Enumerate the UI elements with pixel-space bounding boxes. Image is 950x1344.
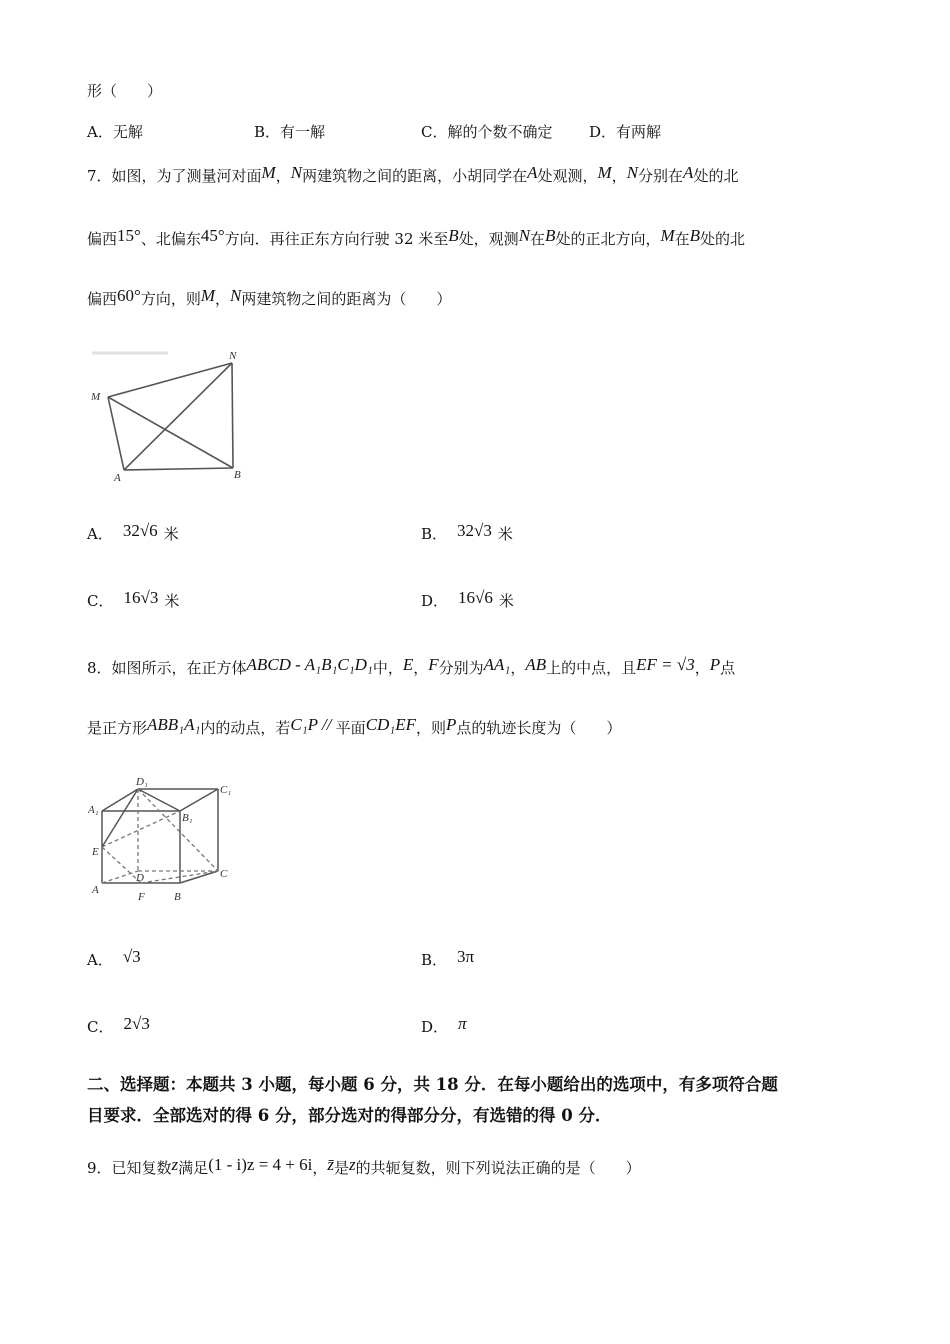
q7-figure — [88, 345, 260, 485]
label-a: A — [114, 472, 121, 484]
q8-option-d: D． π — [421, 1014, 467, 1036]
segment-ed1 — [102, 789, 138, 847]
segment-nb — [232, 363, 233, 468]
q7-line-3: 偏西60°方向，则M，N两建筑物之间的距离为（ ） — [87, 286, 452, 308]
q7-option-b: B． 32√3 米 — [421, 521, 513, 543]
label-a1: A₁ — [88, 804, 99, 816]
q7-option-c: C． 16√3 米 — [87, 588, 180, 610]
label-c1: C₁ — [220, 784, 232, 796]
section-2-heading-line-2: 目要求．全部选对的得 6 分，部分选对的得部分分，有选错的得 0 分． — [87, 1106, 612, 1125]
label-a: A — [92, 884, 99, 896]
q6-continuation: 形（ ） — [87, 82, 163, 100]
edge-bc — [180, 871, 218, 883]
label-n: N — [229, 350, 237, 362]
q9-line-1: 9．已知复数z满足(1 - i)z = 4 + 6i，z̄是z的共轭复数，则下列说法正确的是（ ） — [87, 1155, 641, 1177]
q7-line-2: 偏西15°、北偏东45°方向．再往正东方向行驶 32 米至B处，观测N在B处的正北方向，M在B处的北 — [87, 226, 746, 248]
q8-option-c: C． 2√3 — [87, 1014, 150, 1036]
segment-mn — [108, 363, 232, 397]
q8-line-1: 8．如图所示，在正方体ABCD - A₁B₁C₁D₁中，E，F分别为AA₁，AB上的中点，且EF = √3，P点 — [87, 655, 736, 677]
segment-d1b1 — [138, 789, 180, 811]
label-c: C — [220, 868, 228, 880]
label-d: D — [136, 872, 144, 884]
segment-d1c-hidden — [138, 789, 218, 871]
label-f: F — [138, 891, 145, 903]
edge-a1d1 — [102, 789, 138, 811]
label-b1: B₁ — [182, 812, 193, 824]
q8-line-2: 是正方形ABB₁A₁内的动点，若C₁P // 平面CD₁EF，则P点的轨迹长度为（ ） — [87, 715, 622, 737]
segment-ma — [108, 397, 124, 470]
edge-ad-hidden — [102, 871, 138, 883]
q8-cube-figure — [88, 775, 238, 907]
q7-line-1: 7．如图，为了测量河对面M，N两建筑物之间的距离，小胡同学在A处观测，M，N分别在A处的北 — [87, 163, 739, 185]
q7-option-d: D． 16√6 米 — [421, 588, 514, 610]
q7-option-a: A． 32√6 米 — [87, 521, 179, 543]
q6-option-d: D．有两解 — [589, 123, 662, 141]
label-b: B — [234, 469, 241, 481]
segment-ab — [124, 468, 233, 470]
label-d1: D₁ — [136, 776, 148, 788]
section-2-heading-line-1: 二、选择题：本题共 3 小题，每小题 6 分，共 18 分．在每小题给出的选项中，有多项符合题 — [87, 1075, 778, 1094]
segment-mb — [108, 397, 233, 468]
segment-na — [124, 363, 232, 470]
edge-b1c1 — [180, 789, 218, 811]
q6-option-a: A．无解 — [87, 123, 143, 141]
label-m: M — [91, 391, 101, 403]
q8-option-b: B． 3π — [421, 947, 475, 969]
q6-option-b: B．有一解 — [254, 123, 326, 141]
q8-option-a: A． √3 — [87, 947, 141, 969]
label-e: E — [92, 846, 99, 858]
q6-option-c: C．解的个数不确定 — [421, 123, 553, 141]
label-b: B — [174, 891, 181, 903]
